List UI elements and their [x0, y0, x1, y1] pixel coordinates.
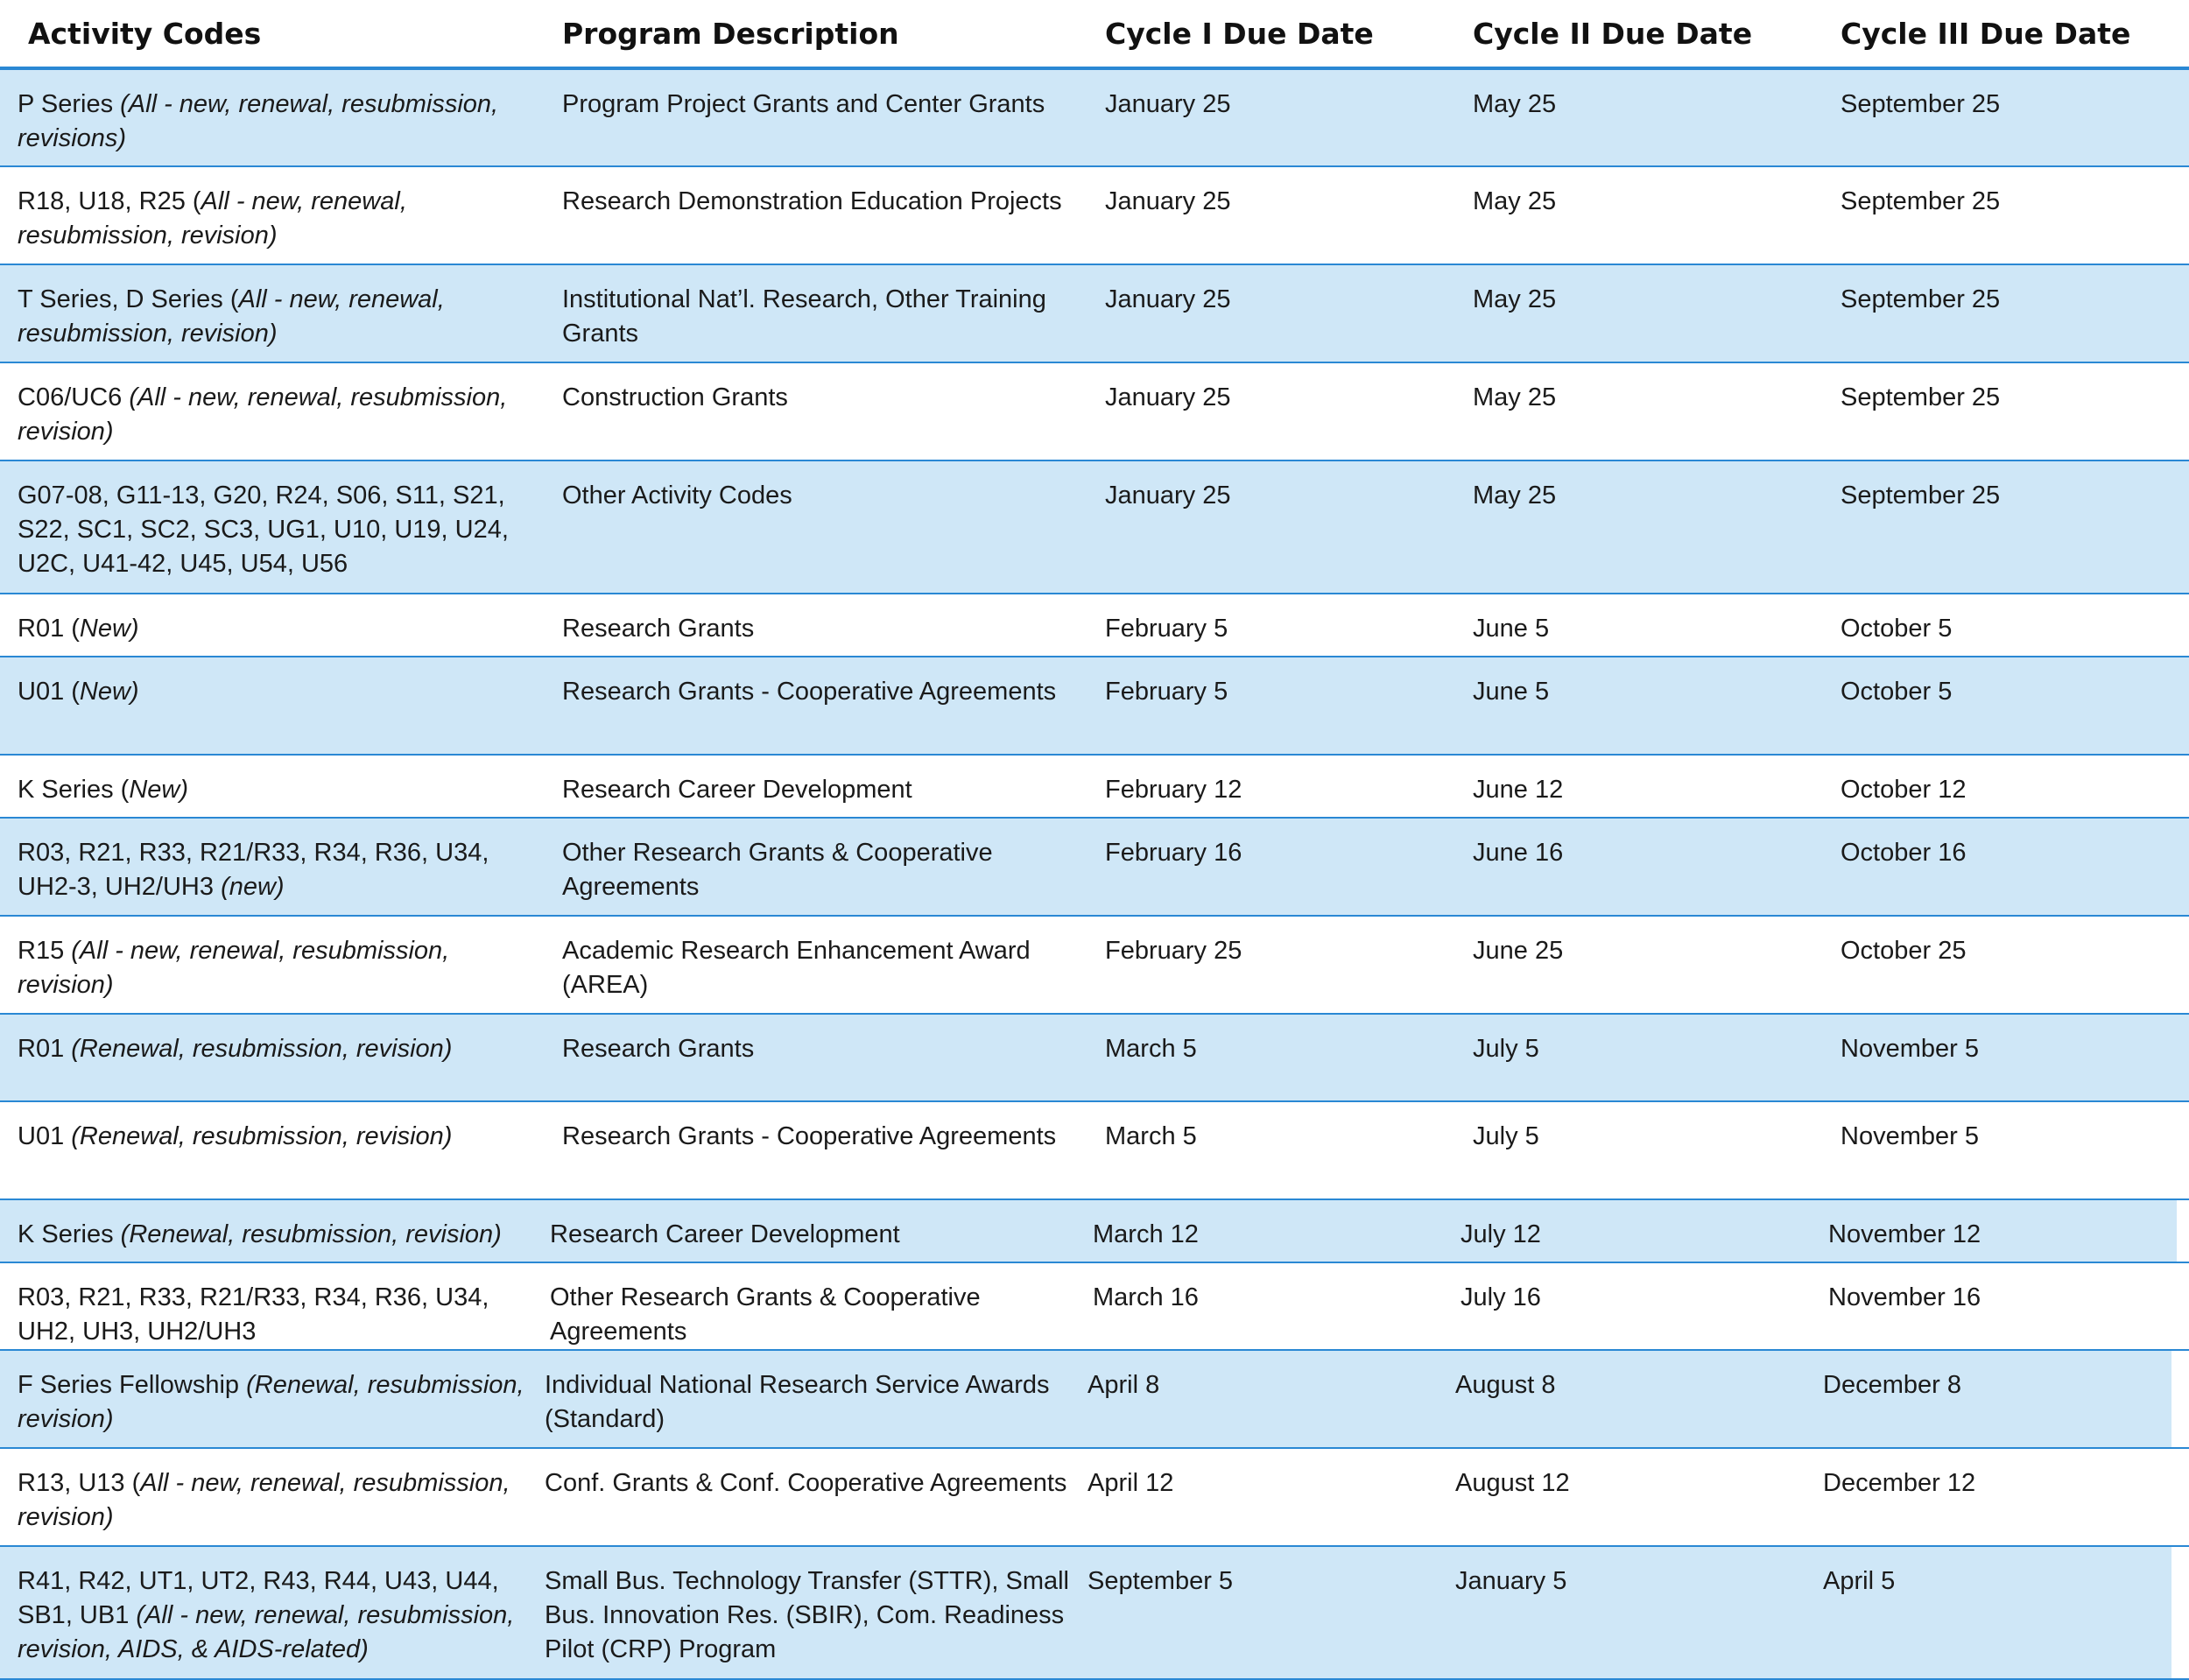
cycle-3-date: October 5	[1841, 657, 2189, 755]
table-row	[0, 818, 2189, 916]
cycle-3-date: December 8	[1823, 1350, 2171, 1448]
cycle-1-date: March 5	[1105, 1101, 1473, 1199]
cycle-1-date: February 25	[1105, 916, 1473, 1014]
activity-code-cell: K Series (New)	[0, 755, 545, 818]
program-description-cell: Research Grants - Cooperative Agreements	[545, 657, 1105, 755]
cycle-2-date: June 5	[1473, 594, 1841, 657]
table-row	[0, 68, 2189, 166]
cycle-3-date: November 16	[1828, 1262, 2177, 1350]
cycle-2-date: July 5	[1473, 1101, 1841, 1199]
cycle-3-date: October 16	[1841, 818, 2189, 916]
activity-code-cell: U01 (Renewal, resubmission, revision)	[0, 1101, 545, 1199]
cycle-2-date: June 16	[1473, 818, 1841, 916]
cycle-3-date: December 12	[1823, 1448, 2171, 1546]
cycle-1-date: February 12	[1105, 755, 1473, 818]
cycle-3-date: November 5	[1841, 1014, 2189, 1101]
header-cycle-1: Cycle I Due Date	[1105, 0, 1473, 68]
table-row	[0, 916, 2189, 1014]
header-cycle-2: Cycle II Due Date	[1473, 0, 1841, 68]
program-description-cell: Small Bus. Technology Transfer (STTR), Small Bus. Innovation Res. (SBIR), Com. Readiness Pilot (CRP) Program	[545, 1546, 1105, 1679]
program-description-cell: Academic Research Enhancement Award (AREA)	[545, 916, 1105, 1014]
cycle-3-date: November 5	[1841, 1101, 2189, 1199]
header-cycle-3: Cycle III Due Date	[1841, 0, 2189, 68]
activity-code-cell: R01 (New)	[0, 594, 545, 657]
activity-code-cell: G07-08, G11-13, G20, R24, S06, S11, S21, S22, SC1, SC2, SC3, UG1, U10, U19, U24, U2C, U41-42, U45, U54, U56	[0, 460, 545, 594]
cycle-2-date: May 25	[1473, 460, 1841, 594]
cycle-1-date: March 16	[1093, 1262, 1461, 1350]
cycle-3-date: September 25	[1841, 362, 2189, 460]
header-activity-codes: Activity Codes	[0, 0, 545, 68]
cycle-2-date: June 12	[1473, 755, 1841, 818]
cycle-1-date: January 25	[1105, 460, 1473, 594]
cycle-3-date: September 25	[1841, 68, 2189, 166]
cycle-3-date: April 5	[1823, 1546, 2171, 1679]
table-header	[0, 0, 2189, 68]
program-description-cell: Institutional Nat’l. Research, Other Training Grants	[545, 264, 1105, 362]
cycle-3-date: October 12	[1841, 755, 2189, 818]
table-row	[0, 460, 2189, 594]
table-row	[0, 1350, 2189, 1448]
cycle-2-date: June 5	[1473, 657, 1841, 755]
program-description-cell: Research Grants	[545, 594, 1105, 657]
header-program-description: Program Description	[545, 0, 1105, 68]
activity-code-cell: R18, U18, R25 (All - new, renewal, resubmission, revision)	[0, 166, 545, 264]
cycle-3-date: November 12	[1828, 1199, 2177, 1262]
table-row	[0, 1199, 2189, 1262]
cycle-2-date: August 12	[1455, 1448, 1823, 1546]
cycle-1-date: January 25	[1105, 68, 1473, 166]
cycle-1-date: March 5	[1105, 1014, 1473, 1101]
cycle-3-date: October 5	[1841, 594, 2189, 657]
activity-code-cell: R03, R21, R33, R21/R33, R34, R36, U34, UH2-3, UH2/UH3 (new)	[0, 818, 545, 916]
program-description-cell: Research Career Development	[545, 755, 1105, 818]
program-description-cell: Research Grants - Cooperative Agreements	[545, 1101, 1105, 1199]
program-description-cell: Program Project Grants and Center Grants	[545, 68, 1105, 166]
program-description-cell: Conf. Grants & Conf. Cooperative Agreements	[545, 1448, 1105, 1546]
activity-code-cell: R41, R42, UT1, UT2, R43, R44, U43, U44, SB1, UB1 (All - new, renewal, resubmission, revision, AIDS, & AIDS-related)	[0, 1546, 545, 1679]
cycle-2-date: January 5	[1455, 1546, 1823, 1679]
cycle-2-date: May 25	[1473, 68, 1841, 166]
table-row	[0, 594, 2189, 657]
cycle-2-date: July 12	[1461, 1199, 1828, 1262]
cycle-1-date: February 16	[1105, 818, 1473, 916]
cycle-1-date: January 25	[1105, 166, 1473, 264]
cycle-3-date: September 25	[1841, 460, 2189, 594]
activity-code-cell: K Series (Renewal, resubmission, revision)	[0, 1199, 545, 1262]
cycle-3-date: September 25	[1841, 166, 2189, 264]
activity-code-cell: T Series, D Series (All - new, renewal, resubmission, revision)	[0, 264, 545, 362]
activity-code-cell: R15 (All - new, renewal, resubmission, revision)	[0, 916, 545, 1014]
activity-code-cell: C06/UC6 (All - new, renewal, resubmission, revision)	[0, 362, 545, 460]
table-row	[0, 1262, 2189, 1350]
table-row	[0, 755, 2189, 818]
table-row	[0, 1448, 2189, 1546]
header-row	[0, 0, 2189, 68]
program-description-cell: Other Activity Codes	[545, 460, 1105, 594]
cycle-1-date: February 5	[1105, 594, 1473, 657]
program-description-cell: Construction Grants	[545, 362, 1105, 460]
activity-code-cell: R01 (Renewal, resubmission, revision)	[0, 1014, 545, 1101]
cycle-3-date: September 25	[1841, 264, 2189, 362]
cycle-1-date: January 25	[1105, 362, 1473, 460]
cycle-1-date: February 5	[1105, 657, 1473, 755]
program-description-cell: Other Research Grants & Cooperative Agreements	[545, 1262, 1105, 1350]
table-row	[0, 264, 2189, 362]
table-row	[0, 1014, 2189, 1101]
program-description-cell: Research Grants	[545, 1014, 1105, 1101]
cycle-1-date: April 8	[1087, 1350, 1455, 1448]
table-row	[0, 1101, 2189, 1199]
table-row	[0, 166, 2189, 264]
table-row	[0, 362, 2189, 460]
cycle-2-date: May 25	[1473, 362, 1841, 460]
cycle-3-date: October 25	[1841, 916, 2189, 1014]
activity-code-cell: F Series Fellowship (Renewal, resubmission, revision)	[0, 1350, 545, 1448]
cycle-1-date: April 12	[1087, 1448, 1455, 1546]
cycle-2-date: June 25	[1473, 916, 1841, 1014]
cycle-2-date: July 5	[1473, 1014, 1841, 1101]
cycle-1-date: September 5	[1087, 1546, 1455, 1679]
program-description-cell: Individual National Research Service Awards (Standard)	[545, 1350, 1105, 1448]
cycle-1-date: March 12	[1093, 1199, 1461, 1262]
program-description-cell: Other Research Grants & Cooperative Agreements	[545, 818, 1105, 916]
cycle-2-date: May 25	[1473, 264, 1841, 362]
table-row	[0, 657, 2189, 755]
activity-code-cell: R13, U13 (All - new, renewal, resubmission, revision)	[0, 1448, 545, 1546]
activity-code-cell: P Series (All - new, renewal, resubmission, revisions)	[0, 68, 545, 166]
cycle-2-date: July 16	[1461, 1262, 1828, 1350]
activity-code-cell: U01 (New)	[0, 657, 545, 755]
program-description-cell: Research Career Development	[545, 1199, 1105, 1262]
activity-code-cell: R03, R21, R33, R21/R33, R34, R36, U34, UH2, UH3, UH2/UH3	[0, 1262, 545, 1350]
table-row	[0, 1546, 2189, 1679]
program-description-cell: Research Demonstration Education Projects	[545, 166, 1105, 264]
table-body	[0, 68, 2189, 1679]
cycle-2-date: August 8	[1455, 1350, 1823, 1448]
cycle-1-date: January 25	[1105, 264, 1473, 362]
cycle-2-date: May 25	[1473, 166, 1841, 264]
